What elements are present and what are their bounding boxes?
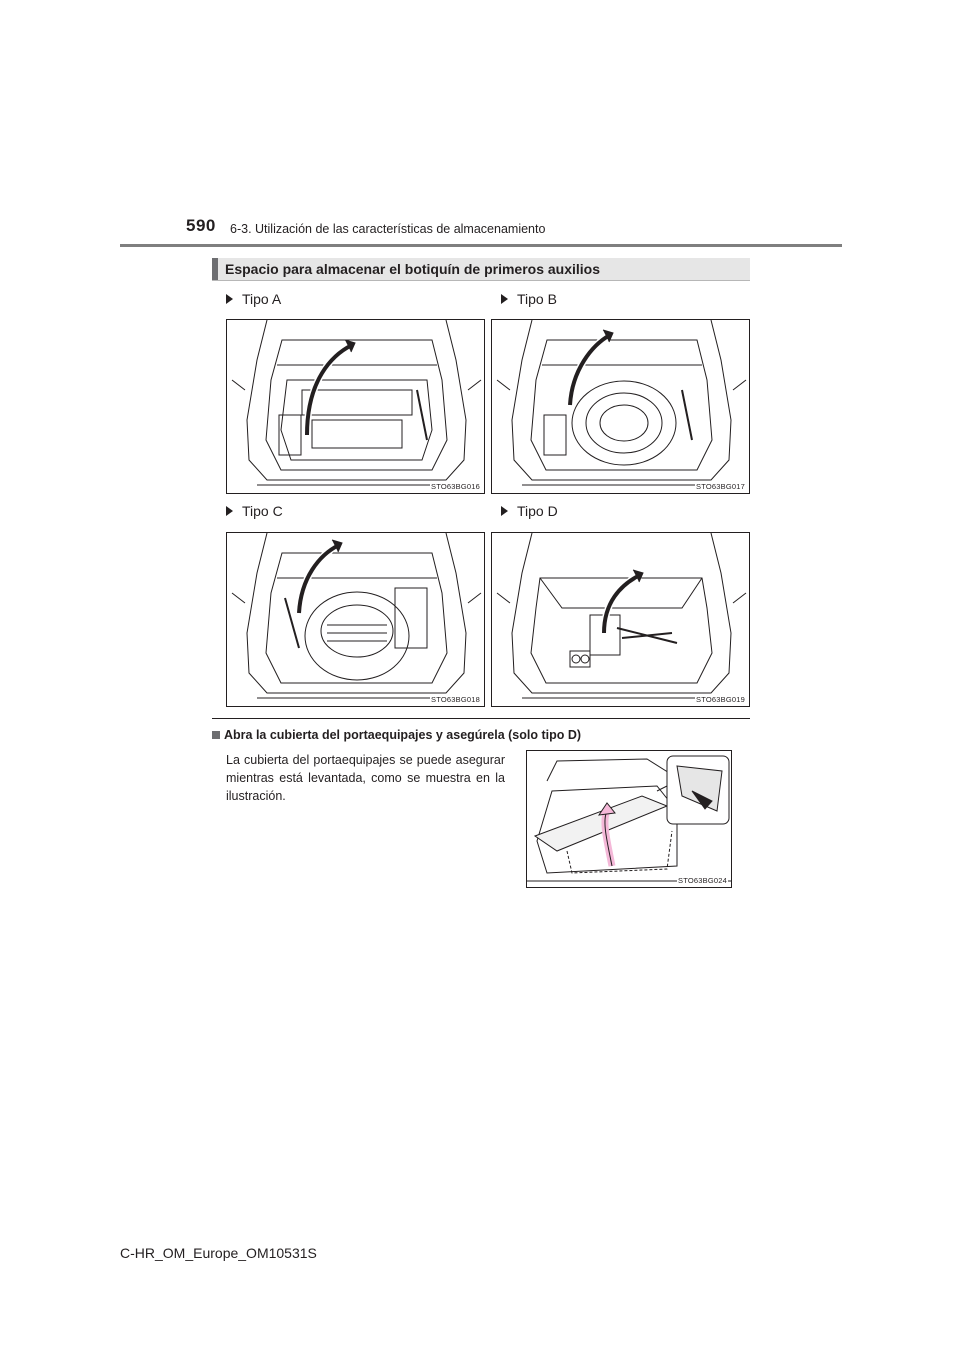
figure-code: STO63BG016 (431, 482, 480, 491)
type-label-a (226, 290, 281, 308)
figure-code: STO63BG018 (431, 695, 480, 704)
section-divider (212, 718, 750, 719)
type-label-text: Tipo D (517, 503, 558, 519)
section-heading-bar (212, 258, 218, 280)
triangle-bullet-icon (226, 294, 233, 304)
type-label-d (501, 502, 558, 520)
luggage-cover-illustration (527, 751, 732, 888)
trunk-illustration-d (492, 533, 750, 707)
figure-code: STO63BG024 (678, 876, 727, 885)
type-label-text: Tipo A (242, 291, 282, 307)
trunk-illustration-b (492, 320, 750, 494)
subsection-heading-text: Abra la cubierta del portaequipajes y asegúrela (solo tipo D) (224, 728, 582, 742)
section-heading (212, 258, 750, 281)
subsection-heading (212, 728, 581, 742)
header-rule (120, 244, 842, 247)
running-header: 6-3. Utilización de las características de almacenamiento (230, 222, 546, 236)
type-label-text: Tipo B (517, 291, 557, 307)
section-heading-text: Espacio para almacenar el botiquín de primeros auxilios (225, 261, 601, 277)
figure-code: STO63BG017 (696, 482, 745, 491)
triangle-bullet-icon (501, 294, 508, 304)
square-bullet-icon (212, 731, 220, 739)
type-label-c (226, 502, 283, 520)
figure-type-b (491, 319, 750, 494)
figure-type-a (226, 319, 485, 494)
figure-type-d (491, 532, 750, 707)
type-label-b (501, 290, 557, 308)
subsection-body: La cubierta del portaequipajes se puede asegurar mientras está levantada, como se muestra en la ilustración. (226, 753, 505, 803)
figure-type-c (226, 532, 485, 707)
figure-luggage-cover (526, 750, 732, 888)
triangle-bullet-icon (501, 506, 508, 516)
page-number: 590 (186, 216, 216, 235)
type-label-text: Tipo C (242, 503, 283, 519)
trunk-illustration-a (227, 320, 485, 494)
trunk-illustration-c (227, 533, 485, 707)
footer-document-id: C-HR_OM_Europe_OM10531S (120, 1245, 317, 1261)
figure-code: STO63BG019 (696, 695, 745, 704)
triangle-bullet-icon (226, 506, 233, 516)
